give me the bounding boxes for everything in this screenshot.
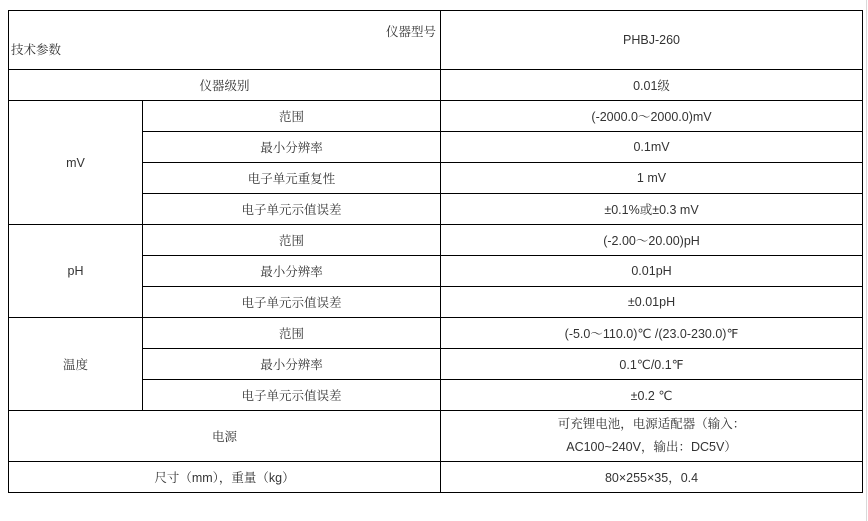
section-name-mv: mV (9, 101, 143, 225)
spec-value: (-5.0～110.0)℃ /(23.0-230.0)℉ (441, 318, 863, 349)
header-model-value: PHBJ-260 (441, 11, 863, 70)
spec-value: 0.1mV (441, 132, 863, 163)
spec-label: 最小分辨率 (143, 349, 441, 380)
spec-label: 电子单元重复性 (143, 163, 441, 194)
table-row-mv-range (9, 101, 863, 132)
dimensions-value: 80×255×35，0.4 (441, 462, 863, 493)
spec-value: 0.01pH (441, 256, 863, 287)
table-row-power (9, 411, 863, 462)
table-row-temp-range (9, 318, 863, 349)
spec-label: 电子单元示值误差 (143, 194, 441, 225)
spec-value: ±0.1%或±0.3 mV (441, 194, 863, 225)
spec-label: 范围 (143, 101, 441, 132)
section-name-ph: pH (9, 225, 143, 318)
spec-label: 范围 (143, 225, 441, 256)
spec-value: (-2000.0～2000.0)mV (441, 101, 863, 132)
grade-value: 0.01级 (441, 70, 863, 101)
header-split-inner (9, 17, 440, 64)
spec-value: ±0.2 ℃ (441, 380, 863, 411)
section-name-temperature: 温度 (9, 318, 143, 411)
table-row-dimensions (9, 462, 863, 493)
dimensions-label: 尺寸（mm），重量（kg） (9, 462, 441, 493)
spec-value: 1 mV (441, 163, 863, 194)
spec-value: 0.1℃/0.1℉ (441, 349, 863, 380)
header-param-label: 技术参数 (11, 42, 62, 57)
header-model-label: 仪器型号 (386, 24, 437, 39)
spec-value: ±0.01pH (441, 287, 863, 318)
spec-label: 电子单元示值误差 (143, 287, 441, 318)
table-row-ph-range (9, 225, 863, 256)
power-label: 电源 (9, 411, 441, 462)
table-row-header (9, 11, 863, 70)
power-value-line1: 可充锂电池，电源适配器（输入： (557, 417, 746, 431)
table-row-grade (9, 70, 863, 101)
spec-table (8, 10, 863, 493)
spec-label: 范围 (143, 318, 441, 349)
spec-label: 最小分辨率 (143, 132, 441, 163)
spec-label: 最小分辨率 (143, 256, 441, 287)
header-split-cell (9, 11, 441, 70)
power-value-line2: AC100~240V，输出：DC5V） (566, 440, 737, 454)
spec-label: 电子单元示值误差 (143, 380, 441, 411)
spec-value: (-2.00～20.00)pH (441, 225, 863, 256)
grade-label: 仪器级别 (9, 70, 441, 101)
page-edge-line (866, 0, 867, 521)
power-value (441, 411, 863, 462)
